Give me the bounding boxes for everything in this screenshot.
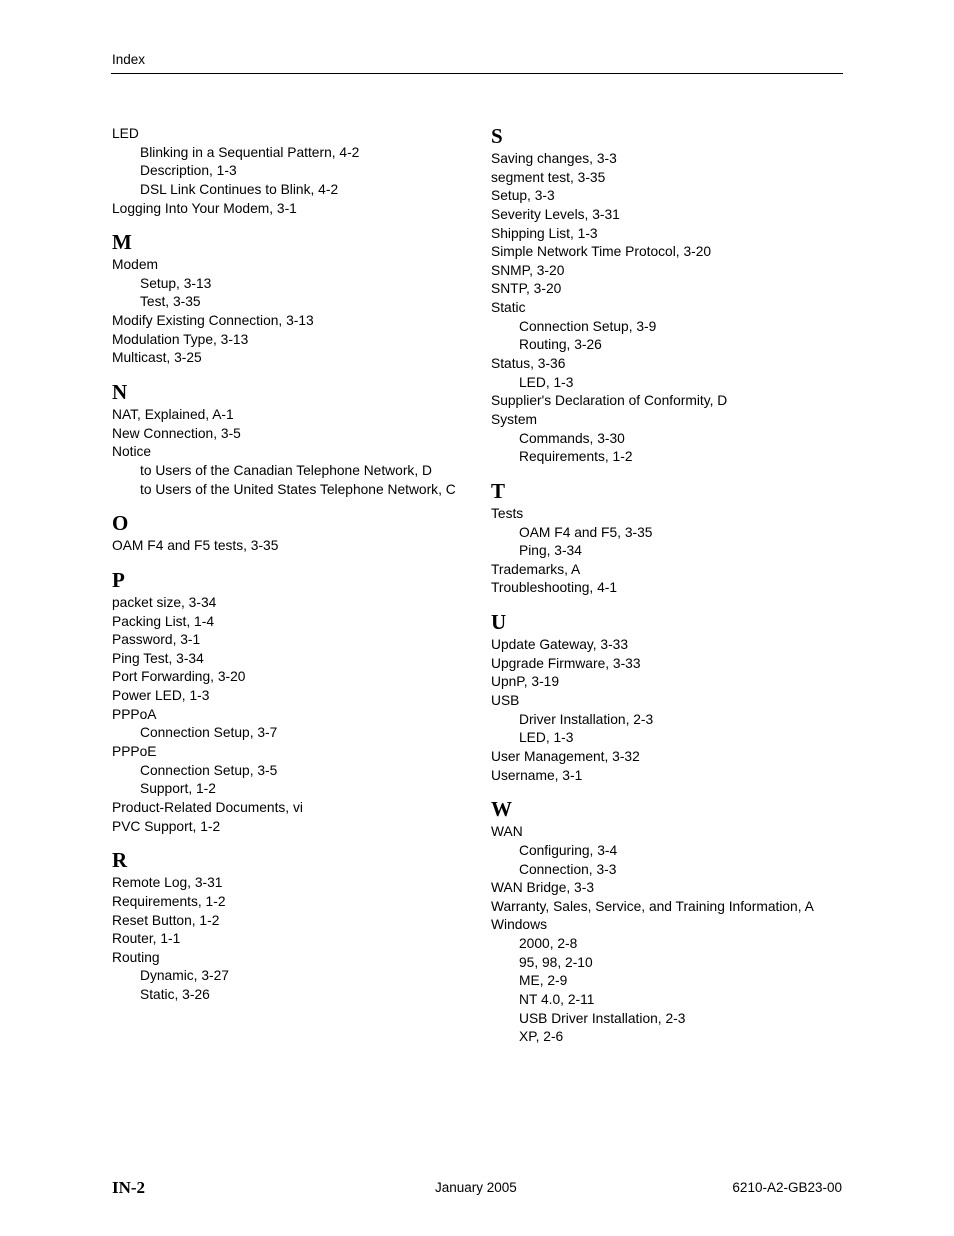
index-entry: User Management, 3-32 (491, 748, 640, 764)
index-entry: Logging Into Your Modem, 3-1 (112, 200, 297, 216)
index-column-right (491, 124, 871, 1047)
index-subentry: Connection Setup, 3-9 (519, 318, 657, 334)
index-subentry: Dynamic, 3-27 (140, 968, 229, 984)
index-entry: Tests (491, 505, 524, 521)
index-subentry: Connection Setup, 3-7 (140, 725, 278, 741)
index-entry: Requirements, 1-2 (112, 893, 226, 909)
index-entry: segment test, 3-35 (491, 169, 606, 185)
index-entry: Remote Log, 3-31 (112, 875, 223, 891)
index-entry: Simple Network Time Protocol, 3-20 (491, 244, 712, 260)
index-entry: packet size, 3-34 (112, 594, 217, 610)
index-subentry: LED, 1-3 (519, 374, 574, 390)
index-section (112, 511, 492, 556)
index-subentry: Description, 1-3 (140, 163, 237, 179)
index-subentry: Static, 3-26 (140, 987, 210, 1003)
index-subentry: Support, 1-2 (140, 781, 216, 797)
index-subentry: 95, 98, 2-10 (519, 954, 593, 970)
index-subentry: DSL Link Continues to Blink, 4-2 (140, 181, 339, 197)
index-entry: Modify Existing Connection, 3-13 (112, 313, 314, 329)
index-entry: New Connection, 3-5 (112, 425, 241, 441)
index-letter-heading: S (491, 124, 503, 148)
index-entry: Multicast, 3-25 (112, 350, 202, 366)
index-entry: PPPoA (112, 706, 157, 722)
index-entry: Trademarks, A (491, 561, 581, 577)
index-entry: Routing (112, 949, 160, 965)
index-letter-heading: U (491, 610, 507, 635)
index-entry: System (491, 411, 537, 427)
index-section (112, 568, 492, 836)
footer-date: January 2005 (435, 1180, 517, 1195)
index-entry: Product-Related Documents, vi (112, 799, 303, 815)
index-section (491, 479, 871, 598)
index-section (112, 380, 492, 499)
index-entry: LED (112, 126, 139, 141)
index-subentry: Driver Installation, 2-3 (519, 711, 654, 727)
index-letter-heading: R (112, 848, 128, 873)
index-letter-heading: P (112, 567, 125, 592)
index-column-left (112, 125, 492, 1005)
index-entry: Modem (112, 257, 159, 273)
index-entry: OAM F4 and F5 tests, 3-35 (112, 538, 279, 554)
index-entry: Update Gateway, 3-33 (491, 637, 629, 653)
index-entry: Reset Button, 1-2 (112, 912, 220, 928)
index-entry: Static (491, 300, 526, 316)
index-entry: Password, 3-1 (112, 632, 201, 648)
index-section (491, 797, 871, 1047)
index-subentry: NT 4.0, 2-11 (519, 991, 595, 1007)
index-entry: Saving changes, 3-3 (491, 151, 617, 166)
index-letter-heading: W (491, 797, 512, 822)
index-entry: PPPoE (112, 744, 157, 760)
index-subentry: Setup, 3-13 (140, 275, 212, 291)
index-section (491, 610, 871, 785)
index-subentry: USB Driver Installation, 2-3 (519, 1010, 686, 1026)
index-subentry: XP, 2-6 (519, 1029, 564, 1045)
index-section (112, 125, 492, 218)
index-subentry: Configuring, 3-4 (519, 842, 618, 858)
index-letter-heading: M (112, 230, 132, 255)
index-subentry: Test, 3-35 (140, 294, 201, 310)
index-subentry: Connection Setup, 3-5 (140, 762, 278, 778)
index-subentry: Commands, 3-30 (519, 430, 625, 446)
index-letter-heading: O (112, 511, 129, 536)
index-entry: Upgrade Firmware, 3-33 (491, 655, 641, 671)
index-entry: Modulation Type, 3-13 (112, 331, 249, 347)
index-entry: Warranty, Sales, Service, and Training Information, A (491, 898, 814, 914)
index-entry: NAT, Explained, A-1 (112, 407, 234, 423)
index-subentry: 2000, 2-8 (519, 936, 578, 952)
index-letter-heading: T (491, 478, 506, 503)
index-entry: Supplier's Declaration of Conformity, D (491, 393, 728, 409)
index-entry: Port Forwarding, 3-20 (112, 669, 246, 685)
index-entry: WAN Bridge, 3-3 (491, 880, 594, 896)
index-entry: Ping Test, 3-34 (112, 650, 204, 666)
index-section (112, 848, 492, 1004)
running-header: Index (112, 52, 146, 67)
index-subentry: Ping, 3-34 (519, 543, 582, 559)
index-entry: Power LED, 1-3 (112, 688, 210, 704)
index-entry: USB (491, 693, 520, 709)
index-entry: Username, 3-1 (491, 767, 583, 783)
page-number: IN-2 (112, 1178, 146, 1197)
index-entry: Router, 1-1 (112, 931, 181, 947)
header-rule (111, 73, 843, 74)
index-entry: SNMP, 3-20 (491, 262, 565, 278)
index-entry: Notice (112, 444, 152, 460)
index-subentry: Routing, 3-26 (519, 337, 602, 353)
index-entry: Packing List, 1-4 (112, 613, 214, 629)
index-entry: SNTP, 3-20 (491, 281, 562, 297)
index-entry: UpnP, 3-19 (491, 674, 560, 690)
index-subentry: OAM F4 and F5, 3-35 (519, 524, 653, 540)
index-entry: Shipping List, 1-3 (491, 225, 598, 241)
index-entry: Troubleshooting, 4-1 (491, 580, 618, 596)
index-subentry: Blinking in a Sequential Pattern, 4-2 (140, 144, 360, 160)
index-letter-heading: N (112, 380, 128, 405)
index-subentry: Connection, 3-3 (519, 861, 617, 877)
index-entry: Status, 3-36 (491, 356, 566, 372)
index-subentry: LED, 1-3 (519, 730, 574, 746)
index-section (112, 230, 492, 368)
index-subentry: Requirements, 1-2 (519, 449, 633, 465)
index-subentry: to Users of the Canadian Telephone Network, D (140, 462, 432, 478)
index-entry: Setup, 3-3 (491, 188, 555, 204)
index-entry: PVC Support, 1-2 (112, 818, 221, 834)
index-subentry: to Users of the United States Telephone Network, C (140, 481, 456, 497)
index-section (491, 124, 871, 467)
index-entry: Windows (491, 917, 547, 933)
document-number: 6210-A2-GB23-00 (732, 1180, 842, 1195)
index-subentry: ME, 2-9 (519, 973, 568, 989)
index-entry: Severity Levels, 3-31 (491, 206, 620, 222)
index-entry: WAN (491, 824, 523, 840)
